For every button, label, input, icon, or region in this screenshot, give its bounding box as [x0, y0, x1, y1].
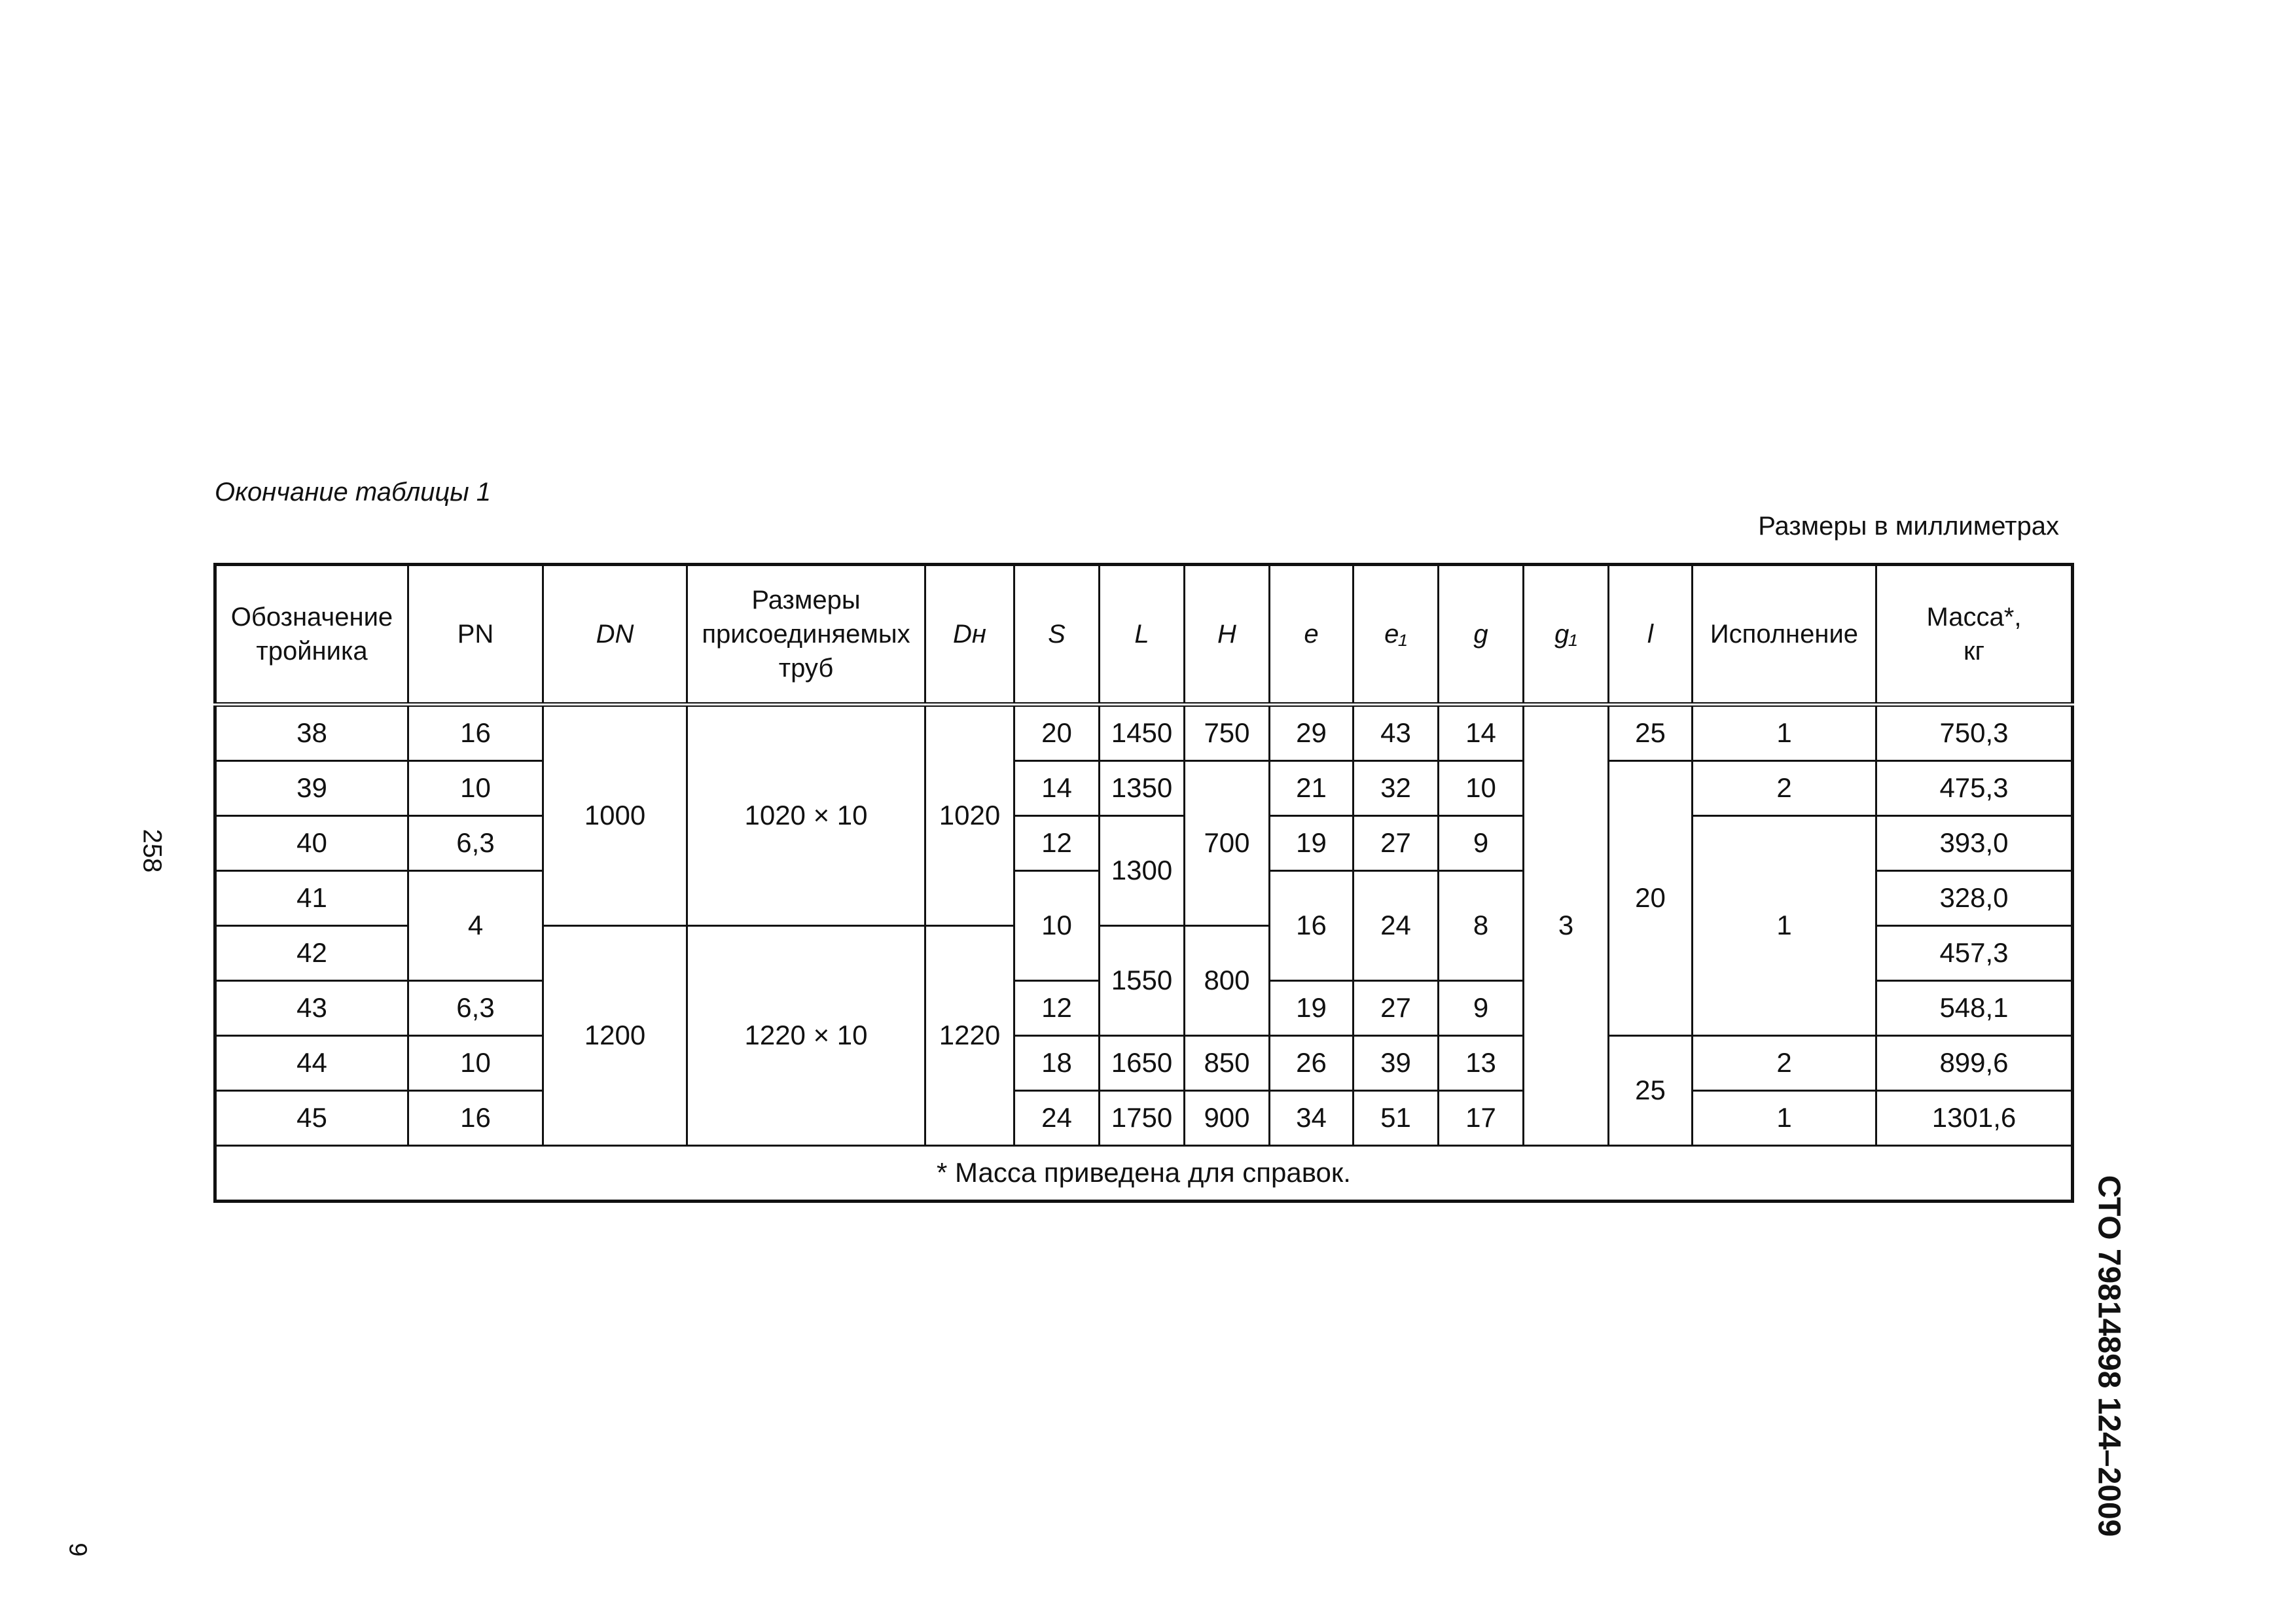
header-pipes-line1: Размеры [751, 586, 861, 615]
cell-s-merged: 10 [1014, 871, 1100, 981]
cell-e1: 32 [1354, 761, 1439, 816]
cell-e: 19 [1270, 816, 1354, 871]
header-mass-line1: Масса*, [1926, 603, 2022, 632]
header-dh: Dн [925, 565, 1014, 705]
header-mass-line2: кг [1963, 637, 1985, 666]
cell-dh-merged: 1220 [925, 926, 1014, 1146]
header-pipes-line3: труб [778, 654, 834, 683]
cell-e: 21 [1270, 761, 1354, 816]
cell-mass: 328,0 [1876, 871, 2073, 926]
document-code: СТО 79814898 124–2009 [2091, 1175, 2126, 1537]
cell-l-merged: 1550 [1100, 926, 1185, 1036]
cell-pn: 10 [408, 1036, 543, 1091]
dimensions-table [213, 563, 2074, 1203]
cell-dh-merged: 1020 [925, 705, 1014, 926]
cell-designation: 38 [215, 705, 408, 761]
cell-mass: 475,3 [1876, 761, 2073, 816]
cell-e1: 27 [1354, 816, 1439, 871]
cell-version: 2 [1693, 761, 1876, 816]
header-designation-line1: Обозначение [230, 603, 393, 632]
cell-g1-merged: 3 [1524, 705, 1609, 1146]
header-s: S [1014, 565, 1100, 705]
cell-h: 750 [1185, 705, 1270, 761]
cell-version-merged: 1 [1693, 816, 1876, 1036]
cell-s: 12 [1014, 981, 1100, 1036]
sheet-number: 9 [63, 1543, 92, 1557]
cell-pn: 16 [408, 705, 543, 761]
cell-g: 9 [1439, 981, 1524, 1036]
cell-l-small-merged: 20 [1609, 761, 1693, 1036]
cell-version: 1 [1693, 705, 1876, 761]
table-caption: Окончание таблицы 1 [215, 478, 492, 507]
cell-s: 14 [1014, 761, 1100, 816]
cell-g: 14 [1439, 705, 1524, 761]
header-pn: PN [408, 565, 543, 705]
cell-e: 29 [1270, 705, 1354, 761]
table-row [215, 1091, 2073, 1146]
header-l: L [1100, 565, 1185, 705]
cell-h: 850 [1185, 1036, 1270, 1091]
cell-pn: 10 [408, 761, 543, 816]
cell-g: 9 [1439, 816, 1524, 871]
cell-l: 1750 [1100, 1091, 1185, 1146]
cell-designation: 42 [215, 926, 408, 981]
cell-g: 17 [1439, 1091, 1524, 1146]
cell-designation: 40 [215, 816, 408, 871]
header-h: H [1185, 565, 1270, 705]
cell-version: 1 [1693, 1091, 1876, 1146]
cell-e: 34 [1270, 1091, 1354, 1146]
cell-l: 1450 [1100, 705, 1185, 761]
cell-s: 18 [1014, 1036, 1100, 1091]
table-container [213, 563, 2071, 1203]
footnote-row [215, 1146, 2073, 1202]
cell-pipes-merged: 1220 × 10 [687, 926, 925, 1146]
cell-pn: 6,3 [408, 816, 543, 871]
cell-designation: 44 [215, 1036, 408, 1091]
cell-l: 1350 [1100, 761, 1185, 816]
header-e: e [1270, 565, 1354, 705]
cell-pn: 16 [408, 1091, 543, 1146]
cell-g: 13 [1439, 1036, 1524, 1091]
cell-dn-merged: 1000 [543, 705, 687, 926]
header-pipes-line2: присоединяемых [702, 620, 910, 649]
cell-e1: 51 [1354, 1091, 1439, 1146]
header-designation-line2: тройника [256, 637, 368, 666]
cell-l-small-merged: 25 [1609, 1036, 1693, 1146]
cell-h-merged: 700 [1185, 761, 1270, 926]
header-mass [1876, 565, 2073, 705]
cell-l-small: 25 [1609, 705, 1693, 761]
cell-designation: 41 [215, 871, 408, 926]
cell-s: 12 [1014, 816, 1100, 871]
page-number: 258 [137, 829, 167, 873]
cell-designation: 39 [215, 761, 408, 816]
header-g1: g₁ [1524, 565, 1609, 705]
cell-designation: 45 [215, 1091, 408, 1146]
cell-dn-merged: 1200 [543, 926, 687, 1146]
cell-l: 1650 [1100, 1036, 1185, 1091]
header-pipes [687, 565, 925, 705]
cell-g-merged: 8 [1439, 871, 1524, 981]
table-row [215, 761, 2073, 816]
cell-e1: 27 [1354, 981, 1439, 1036]
cell-e1: 39 [1354, 1036, 1439, 1091]
header-version: Исполнение [1693, 565, 1876, 705]
cell-mass: 899,6 [1876, 1036, 2073, 1091]
header-g: g [1439, 565, 1524, 705]
cell-h-merged: 800 [1185, 926, 1270, 1036]
cell-e: 19 [1270, 981, 1354, 1036]
cell-mass: 1301,6 [1876, 1091, 2073, 1146]
cell-e1-merged: 24 [1354, 871, 1439, 981]
cell-pn: 6,3 [408, 981, 543, 1036]
units-note: Размеры в миллиметрах [1758, 512, 2059, 541]
cell-version: 2 [1693, 1036, 1876, 1091]
table-row [215, 816, 2073, 871]
cell-l-merged: 1300 [1100, 816, 1185, 926]
cell-s: 24 [1014, 1091, 1100, 1146]
cell-mass: 548,1 [1876, 981, 2073, 1036]
cell-pn-merged: 4 [408, 871, 543, 981]
cell-mass: 457,3 [1876, 926, 2073, 981]
cell-e: 26 [1270, 1036, 1354, 1091]
cell-s: 20 [1014, 705, 1100, 761]
cell-pipes-merged: 1020 × 10 [687, 705, 925, 926]
cell-h: 900 [1185, 1091, 1270, 1146]
header-designation [215, 565, 408, 705]
cell-designation: 43 [215, 981, 408, 1036]
cell-mass: 750,3 [1876, 705, 2073, 761]
table-row [215, 1036, 2073, 1091]
cell-g: 10 [1439, 761, 1524, 816]
cell-mass: 393,0 [1876, 816, 2073, 871]
table-row [215, 705, 2073, 761]
cell-e-merged: 16 [1270, 871, 1354, 981]
header-l-small: l [1609, 565, 1693, 705]
header-e1: e₁ [1354, 565, 1439, 705]
footnote: * Масса приведена для справок. [215, 1146, 2073, 1202]
cell-e1: 43 [1354, 705, 1439, 761]
header-dn: DN [543, 565, 687, 705]
header-row [215, 565, 2073, 705]
